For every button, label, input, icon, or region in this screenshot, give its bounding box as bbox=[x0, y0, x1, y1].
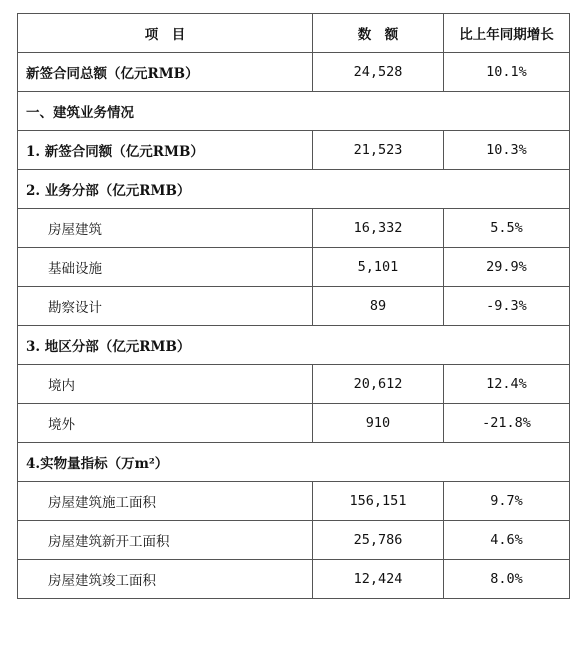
row-growth: 4.6% bbox=[444, 521, 570, 560]
table-row bbox=[18, 248, 570, 287]
row-amount: 16,332 bbox=[313, 209, 444, 248]
table-row bbox=[18, 482, 570, 521]
table-row bbox=[18, 53, 570, 92]
row-growth: 10.1% bbox=[444, 53, 570, 92]
row-amount: 910 bbox=[313, 404, 444, 443]
section-label: 4.实物量指标（万m²） bbox=[18, 443, 570, 482]
row-label: 境外 bbox=[18, 404, 313, 443]
row-amount: 89 bbox=[313, 287, 444, 326]
row-label: 基础设施 bbox=[18, 248, 313, 287]
row-growth: -21.8% bbox=[444, 404, 570, 443]
table-row bbox=[18, 521, 570, 560]
row-amount: 12,424 bbox=[313, 560, 444, 599]
row-label: 1. 新签合同额（亿元RMB） bbox=[18, 131, 313, 170]
table-row bbox=[18, 131, 570, 170]
table-row bbox=[18, 560, 570, 599]
table-body bbox=[18, 53, 570, 599]
row-label: 房屋建筑新开工面积 bbox=[18, 521, 313, 560]
row-amount: 21,523 bbox=[313, 131, 444, 170]
row-label: 房屋建筑施工面积 bbox=[18, 482, 313, 521]
row-growth: 5.5% bbox=[444, 209, 570, 248]
row-label: 房屋建筑 bbox=[18, 209, 313, 248]
table-row bbox=[18, 365, 570, 404]
row-growth: 9.7% bbox=[444, 482, 570, 521]
header-growth: 比上年同期增长 bbox=[444, 14, 570, 53]
row-growth: 10.3% bbox=[444, 131, 570, 170]
row-amount: 156,151 bbox=[313, 482, 444, 521]
row-growth: 8.0% bbox=[444, 560, 570, 599]
row-label: 房屋建筑竣工面积 bbox=[18, 560, 313, 599]
header-amount: 数 额 bbox=[313, 14, 444, 53]
row-amount: 20,612 bbox=[313, 365, 444, 404]
table-row bbox=[18, 404, 570, 443]
row-label: 新签合同总额（亿元RMB） bbox=[18, 53, 313, 92]
business-statistics-table bbox=[17, 13, 570, 599]
report-table-container bbox=[17, 13, 569, 599]
section-header-row bbox=[18, 92, 570, 131]
section-label: 2. 业务分部（亿元RMB） bbox=[18, 170, 570, 209]
section-header-row bbox=[18, 326, 570, 365]
section-label: 3. 地区分部（亿元RMB） bbox=[18, 326, 570, 365]
table-row bbox=[18, 209, 570, 248]
row-growth: 12.4% bbox=[444, 365, 570, 404]
table-header-row bbox=[18, 14, 570, 53]
row-amount: 25,786 bbox=[313, 521, 444, 560]
row-growth: -9.3% bbox=[444, 287, 570, 326]
row-growth: 29.9% bbox=[444, 248, 570, 287]
table-row bbox=[18, 287, 570, 326]
row-label: 勘察设计 bbox=[18, 287, 313, 326]
row-amount: 5,101 bbox=[313, 248, 444, 287]
header-item: 项 目 bbox=[18, 14, 313, 53]
row-amount: 24,528 bbox=[313, 53, 444, 92]
section-header-row bbox=[18, 170, 570, 209]
row-label: 境内 bbox=[18, 365, 313, 404]
section-header-row bbox=[18, 443, 570, 482]
section-label: 一、建筑业务情况 bbox=[18, 92, 570, 131]
